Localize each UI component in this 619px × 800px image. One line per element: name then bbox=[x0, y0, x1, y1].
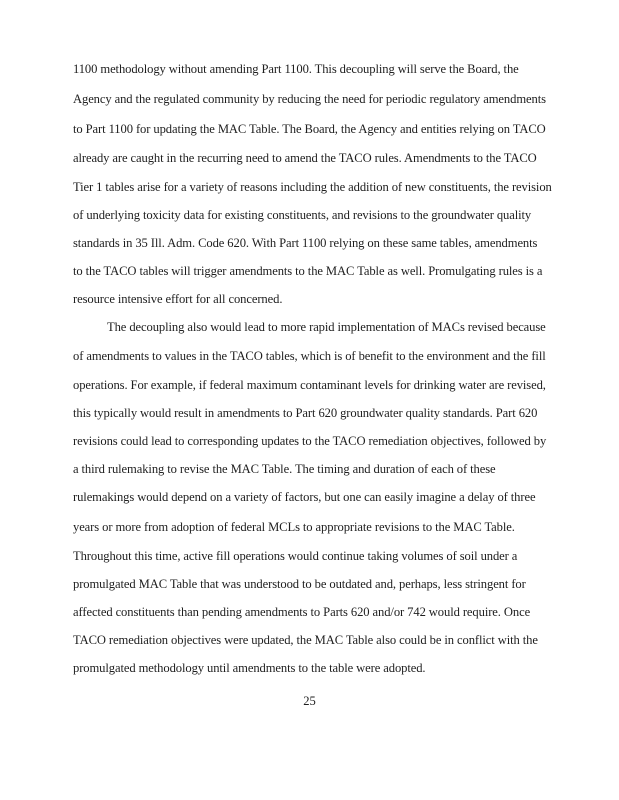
paragraph-2-first-line: The decoupling also would lead to more rapid implementation of MACs revised because bbox=[107, 320, 546, 334]
text-line-13: this typically would result in amendments to Part 620 groundwater quality standards. Part 620 bbox=[73, 406, 538, 420]
text-line-12: operations. For example, if federal maximum contaminant levels for drinking water are revised, bbox=[73, 378, 546, 392]
text-line-16: rulemakings would depend on a variety of factors, but one can easily imagine a delay of three bbox=[73, 490, 536, 504]
text-line-19: promulgated MAC Table that was understood to be outdated and, perhaps, less stringent for bbox=[73, 577, 526, 591]
text-line-2: Agency and the regulated community by reducing the need for periodic regulatory amendments bbox=[73, 92, 546, 106]
text-line-22: promulgated methodology until amendments to the table were adopted. bbox=[73, 661, 426, 675]
page-number: 25 bbox=[303, 694, 316, 708]
text-line-9: resource intensive effort for all concerned. bbox=[73, 292, 283, 306]
text-line-21: TACO remediation objectives were updated, the MAC Table also could be in conflict with the bbox=[73, 633, 538, 647]
text-line-3: to Part 1100 for updating the MAC Table. The Board, the Agency and entities relying on TACO bbox=[73, 122, 546, 136]
text-line-14: revisions could lead to corresponding updates to the TACO remediation objectives, followed by bbox=[73, 434, 547, 448]
text-line-1: 1100 methodology without amending Part 1100. This decoupling will serve the Board, the bbox=[73, 62, 519, 76]
text-line-4: already are caught in the recurring need to amend the TACO rules. Amendments to the TACO bbox=[73, 151, 537, 165]
text-line-18: Throughout this time, active fill operations would continue taking volumes of soil under a bbox=[73, 549, 518, 563]
text-line-20: affected constituents than pending amendments to Parts 620 and/or 742 would require. Once bbox=[73, 605, 531, 619]
text-line-6: of underlying toxicity data for existing constituents, and revisions to the groundwater quality bbox=[73, 208, 532, 222]
text-line-7: standards in 35 Ill. Adm. Code 620. With Part 1100 relying on these same tables, amendments bbox=[73, 236, 538, 250]
text-line-5: Tier 1 tables arise for a variety of reasons including the addition of new constituents, the revision bbox=[73, 180, 552, 194]
text-line-8: to the TACO tables will trigger amendments to the MAC Table as well. Promulgating rules is a bbox=[73, 264, 543, 278]
text-line-15: a third rulemaking to revise the MAC Table. The timing and duration of each of these bbox=[73, 462, 496, 476]
text-line-11: of amendments to values in the TACO tables, which is of benefit to the environment and the fill bbox=[73, 349, 546, 363]
text-line-17: years or more from adoption of federal MCLs to appropriate revisions to the MAC Table. bbox=[73, 520, 515, 534]
